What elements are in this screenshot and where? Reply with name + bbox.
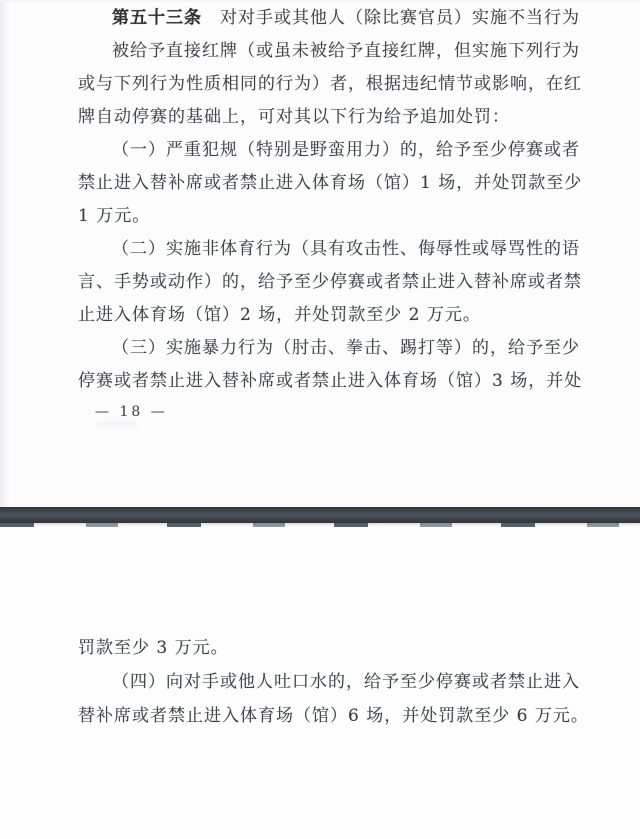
text-line: 被给予直接红牌（或虽未被给予直接红牌，但实施下列行为 [112,41,580,61]
text-line: 罚款至少 3 万元。 [78,638,229,658]
text-line: 止进入体育场（馆）2 场，并处罚款至少 2 万元。 [78,305,481,325]
text-line: （一）严重犯规（特别是野蛮用力）的，给予至少停赛或者 [112,140,580,160]
text-line: （四）向对手或他人吐口水的，给予至少停赛或者禁止进入 [112,672,580,692]
scan-smudge [96,421,138,428]
text-line: （二）实施非体育行为（具有攻击性、侮辱性或辱骂性的语 [112,239,580,259]
page-19-text [0,631,618,733]
text-line: 或与下列行为性质相同的行为）者，根据违纪情节或影响，在红 [78,74,582,94]
text-line: 禁止进入替补席或者禁止进入体育场（馆）1 场，并处罚款至少 [78,173,583,193]
text-line: （三）实施暴力行为（肘击、拳击、踢打等）的，给予至少 [112,338,580,358]
text-line: 替补席或者禁止进入体育场（馆）6 场，并处罚款至少 6 万元。 [78,706,589,726]
text-line: 第五十三条 对对手或其他人（除比赛官员）实施不当行为 [112,8,580,28]
text-line: 言、手势或动作）的，给予至少停赛或者禁止进入替补席或者禁 [78,272,582,292]
page-18-text [0,2,618,398]
text-line: 1 万元。 [78,206,151,226]
page-break-band [0,507,640,523]
article-number: 第五十三条 [112,8,202,28]
text-line: 停赛或者禁止进入替补席或者禁止进入体育场（馆）3 场，并处 [78,371,583,391]
text-line: 牌自动停赛的基础上，可对其以下行为给予追加处罚： [78,107,510,127]
page-number: — 18 — [95,404,168,420]
page-19 [0,527,640,839]
